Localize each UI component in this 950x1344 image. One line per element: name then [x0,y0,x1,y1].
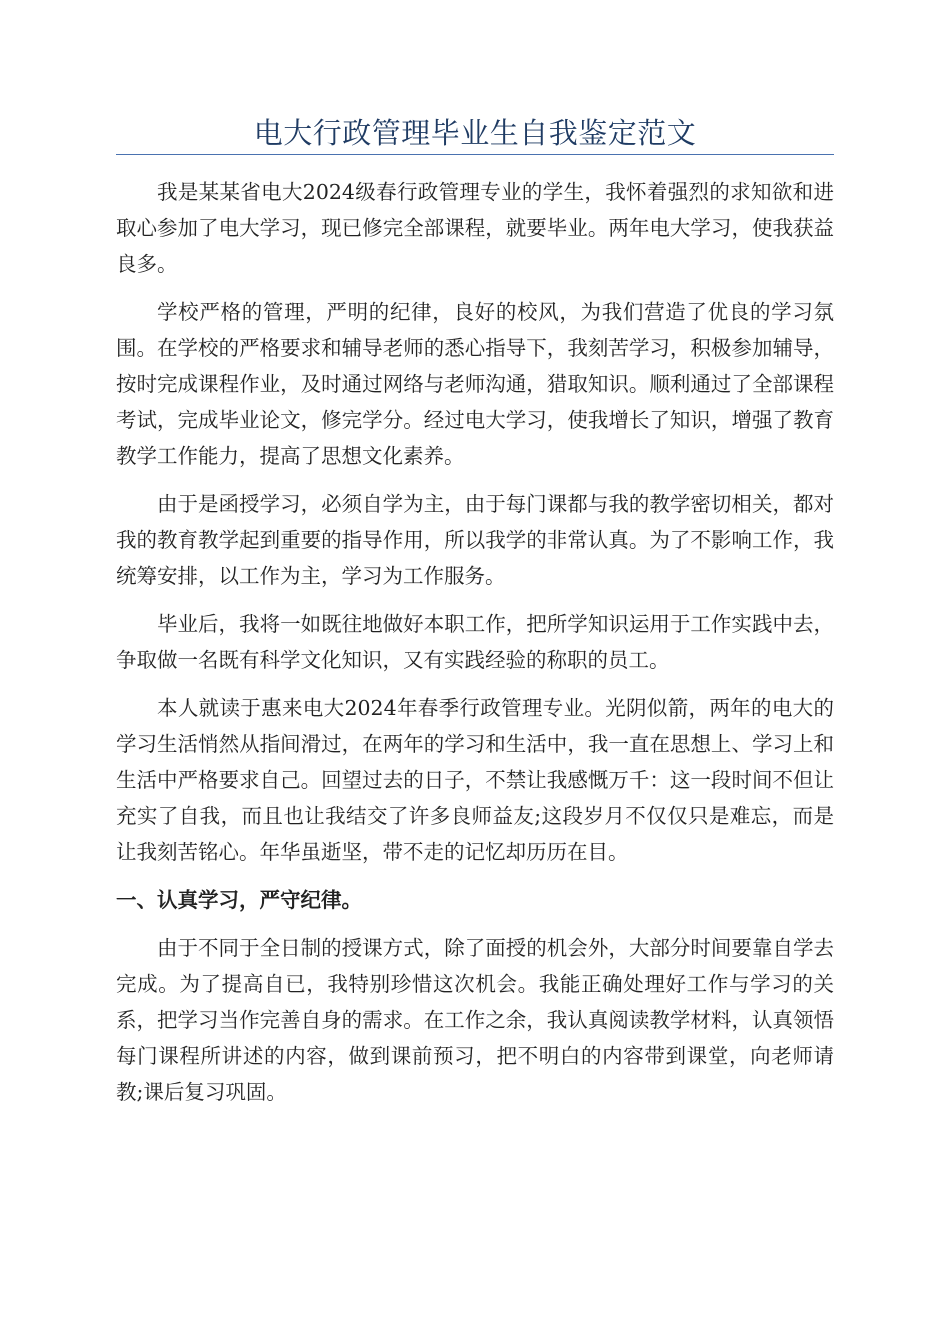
title-underline [116,154,834,155]
document-body [116,174,834,1122]
section-paragraph: 由于不同于全日制的授课方式，除了面授的机会外，大部分时间要靠自学去完成。为了提高自已，我特别珍惜这次机会。我能正确处理好工作与学习的关系，把学习当作完善自身的需求。在工作之余，我认真阅读教学材料，认真领悟每门课程所讲述的内容，做到课前预习，把不明白的内容带到课堂，向老师请教;课后复习巩固。 [116,936,834,1104]
document-title: 电大行政管理毕业生自我鉴定范文 [253,116,697,150]
paragraph-5: 本人就读于惠来电大2024年春季行政管理专业。光阴似箭，两年的电大的学习生活悄然从指间滑过，在两年的学习和生活中，我一直在思想上、学习上和生活中严格要求自己。回望过去的日子，不禁让我感慨万千：这一段时间不但让充实了自我，而且也让我结交了许多良师益友;这段岁月不仅仅只是难忘，而是让我刻苦铭心。年华虽逝坚，带不走的记忆却历历在目。 [116,696,834,864]
paragraph-4: 毕业后，我将一如既往地做好本职工作，把所学知识运用于工作实践中去，争取做一名既有科学文化知识，又有实践经验的称职的员工。 [116,612,834,672]
section-heading: 一、认真学习，严守纪律。 [116,888,362,912]
paragraph-1: 我是某某省电大2024级春行政管理专业的学生，我怀着强烈的求知欲和进取心参加了电大学习，现已修完全部课程，就要毕业。两年电大学习，使我获益良多。 [116,180,834,276]
paragraph-3: 由于是函授学习，必须自学为主，由于每门课都与我的教学密切相关，都对我的教育教学起到重要的指导作用，所以我学的非常认真。为了不影响工作，我统筹安排，以工作为主，学习为工作服务。 [116,492,834,588]
paragraph-2: 学校严格的管理，严明的纪律，良好的校风，为我们营造了优良的学习氛围。在学校的严格要求和辅导老师的悉心指导下，我刻苦学习，积极参加辅导，按时完成课程作业，及时通过网络与老师沟通，猎取知识。顺利通过了全部课程考试，完成毕业论文，修完学分。经过电大学习，使我增长了知识，增强了教育教学工作能力，提高了思想文化素养。 [116,300,834,468]
